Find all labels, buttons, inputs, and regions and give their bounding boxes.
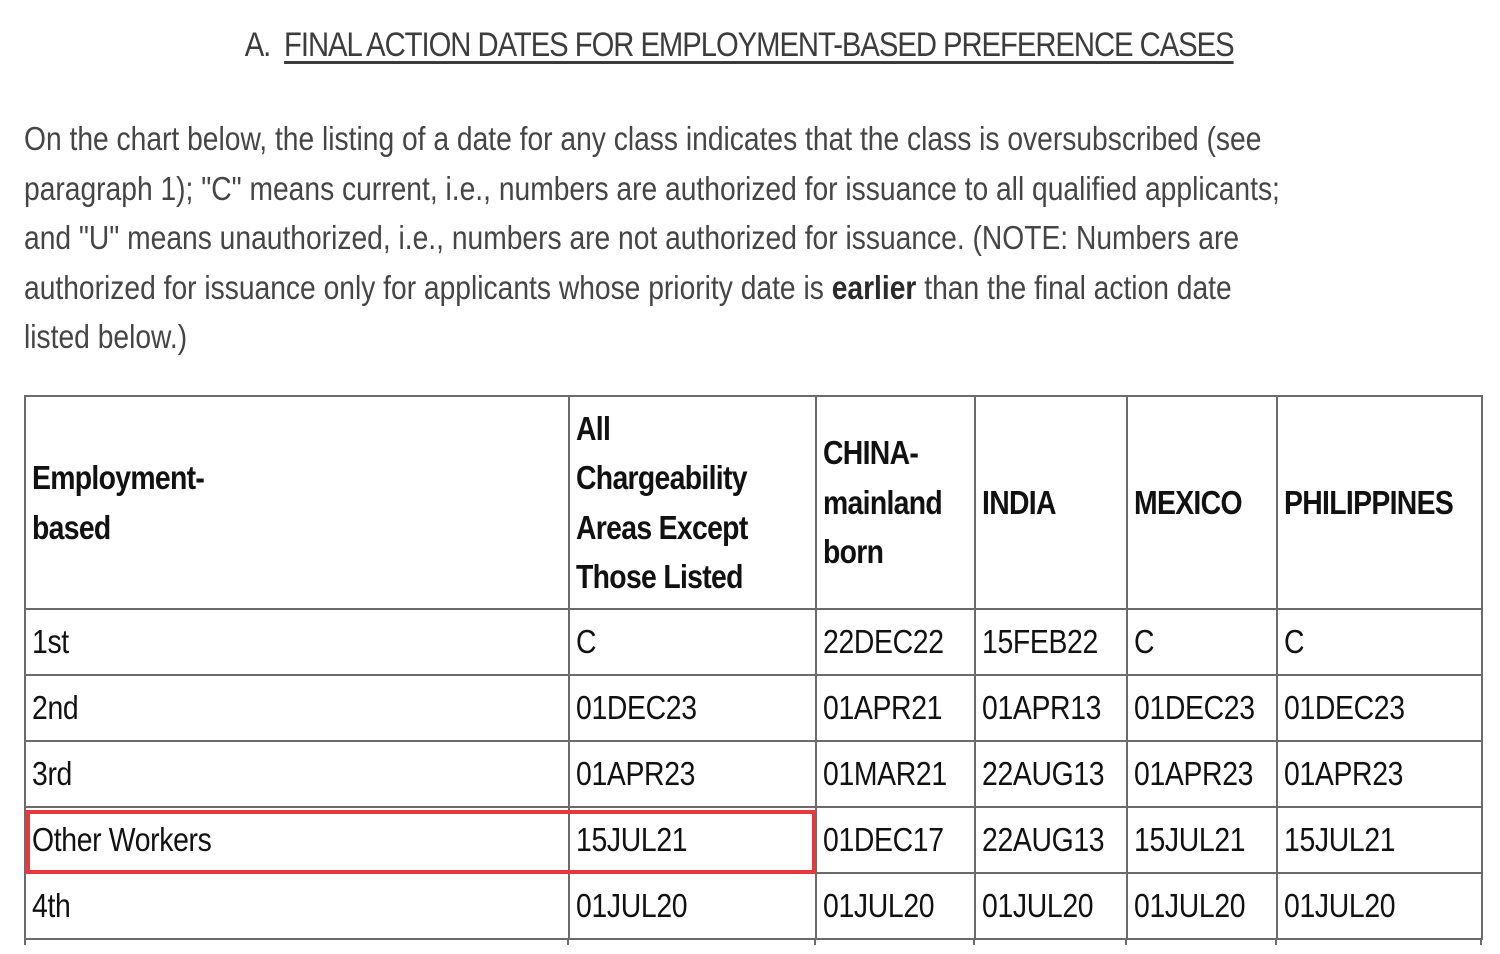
header-line: INDIA [982,483,1056,521]
column-divider [1275,939,1277,945]
column-divider [1480,939,1482,945]
final-action-dates-table [24,395,1483,940]
column-divider [24,939,26,945]
intro-line-1: On the chart below, the listing of a date for any class indicates that the class is oversubscribed (see [24,120,1262,157]
cell-india: 22AUG13 [975,807,1127,873]
cell-mexico: 01APR23 [1127,741,1277,807]
section-prefix: A. [244,26,271,64]
intro-line-4 [24,263,1478,313]
cell-china: 01APR21 [816,675,975,741]
cell-all: 01DEC23 [569,675,816,741]
header-employment-based [25,396,569,609]
header-line: Employment- [32,459,205,496]
table-row [25,675,1482,741]
header-line: Those Listed [576,558,743,595]
cell-category: 4th [25,873,569,939]
header-line: PHILIPPINES [1284,483,1454,521]
cell-china: 01DEC17 [816,807,975,873]
column-divider [1125,939,1127,945]
cell-mexico: 15JUL21 [1127,807,1277,873]
column-divider [567,939,569,945]
header-line: All [576,409,611,447]
intro-line-4-start: authorized for issuance only for applicants whose priority date is [24,268,832,306]
cell-philippines: 15JUL21 [1277,807,1482,873]
cell-all: 01APR23 [569,741,816,807]
emphasis-earlier: earlier [831,268,917,306]
table-row [25,741,1482,807]
cell-all: 01JUL20 [569,873,816,939]
header-line: mainland [823,483,943,521]
intro-line-4-end: than the final action date [916,268,1232,306]
cell-philippines: 01JUL20 [1277,873,1482,939]
cell-china: 01MAR21 [816,741,975,807]
section-heading [104,26,1375,65]
cell-category: 2nd [25,675,569,741]
header-mexico [1127,396,1277,609]
header-line: Areas Except [576,508,748,546]
cell-china: 01JUL20 [816,873,975,939]
header-china [816,396,975,609]
section-title: FINAL ACTION DATES FOR EMPLOYMENT-BASED PREFERENCE CASES [284,26,1234,64]
cell-mexico: C [1127,609,1277,675]
cell-philippines: 01APR23 [1277,741,1482,807]
column-divider [973,939,975,945]
header-line: born [823,533,884,571]
cell-all: 15JUL21 [569,807,816,873]
cell-mexico: 01DEC23 [1127,675,1277,741]
intro-paragraph [24,114,1478,362]
cell-china: 22DEC22 [816,609,975,675]
cell-india: 15FEB22 [975,609,1127,675]
intro-line-2: paragraph 1); "C" means current, i.e., numbers are authorized for issuance to all qualified applicants; [24,169,1280,207]
cell-india: 01APR13 [975,675,1127,741]
cell-category: 1st [25,609,569,675]
table-row [25,873,1482,939]
cell-philippines: 01DEC23 [1277,675,1482,741]
cell-philippines: C [1277,609,1482,675]
table-row-other-workers [25,807,1482,873]
header-line: based [32,508,111,546]
cell-category: Other Workers [25,807,569,873]
cell-india: 22AUG13 [975,741,1127,807]
header-line: MEXICO [1134,483,1242,521]
cell-all: C [569,609,816,675]
cell-mexico: 01JUL20 [1127,873,1277,939]
table-row [25,609,1482,675]
cell-category: 3rd [25,741,569,807]
intro-line-3: and "U" means unauthorized, i.e., numbers are not authorized for issuance. (NOTE: Numbers are [24,219,1240,257]
header-all-chargeability [569,396,816,609]
table-header-row [25,396,1482,609]
intro-line-5: listed below.) [24,318,188,356]
header-philippines [1277,396,1482,609]
header-india [975,396,1127,609]
header-line: Chargeability [576,459,747,496]
cell-india: 01JUL20 [975,873,1127,939]
column-divider [814,939,816,945]
header-line: CHINA- [823,434,919,472]
